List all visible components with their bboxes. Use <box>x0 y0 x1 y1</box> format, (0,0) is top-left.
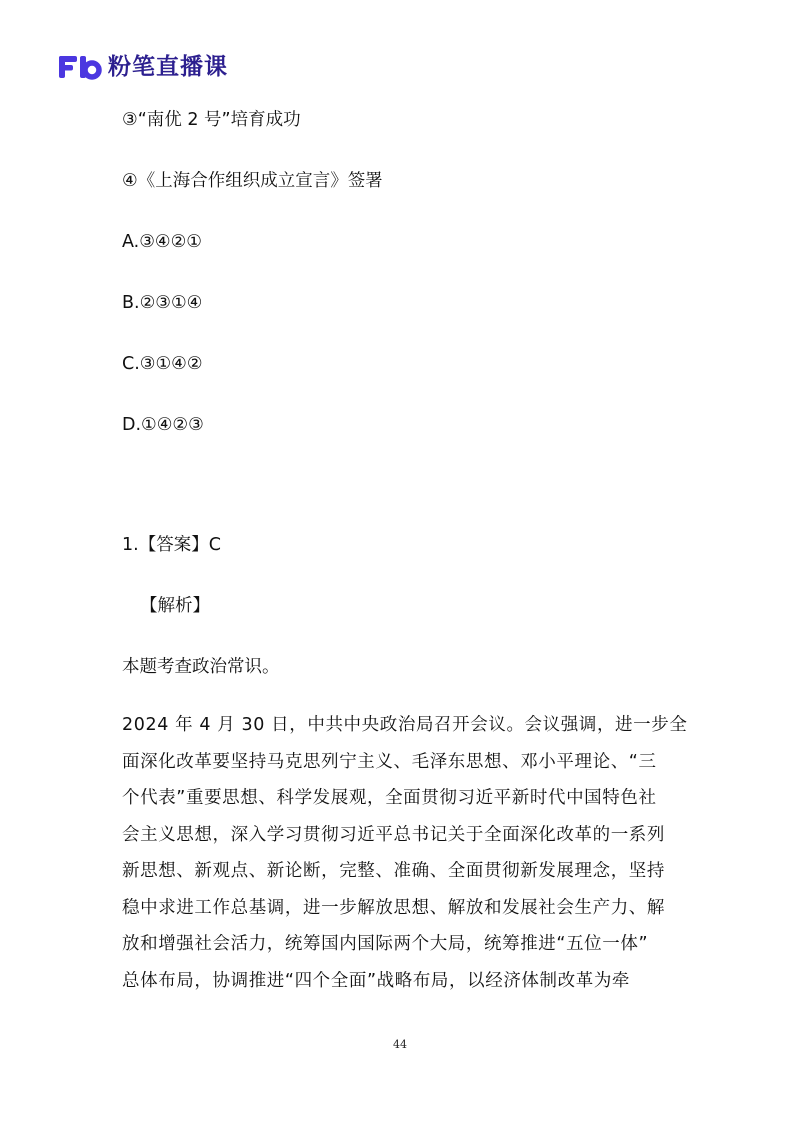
page-number: 44 <box>393 1038 407 1051</box>
paragraph-line: 面深化改革要坚持马克思列宁主义、毛泽东思想、邓小平理论、“三 <box>122 751 657 772</box>
paragraph-line: 个代表”重要思想、科学发展观，全面贯彻习近平新时代中国特色社 <box>122 788 657 808</box>
choice-b: B.②③①④ <box>122 293 203 313</box>
choice-a: A.③④②① <box>122 232 202 252</box>
paragraph-line: 放和增强社会活力，统筹国内国际两个大局，统筹推进“五位一体” <box>122 934 649 954</box>
analysis-paragraph <box>122 707 688 999</box>
answer-heading: 1.【答案】C <box>122 535 221 555</box>
option-line-3: ③“南优 2 号”培育成功 <box>122 110 301 130</box>
topic-line: 本题考查政治常识。 <box>122 657 280 677</box>
paragraph-line: 新思想、新观点、新论断，完整、准确、全面贯彻新发展理念，坚持 <box>122 861 665 881</box>
choice-d: D.①④②③ <box>122 415 204 435</box>
paragraph-line: 2024 年 4 月 30 日，中共中央政治局召开会议。会议强调，进一步全 <box>122 715 688 735</box>
paragraph-line: 会主义思想，深入学习贯彻习近平总书记关于全面深化改革的一系列 <box>122 824 665 845</box>
option-line-4: ④《上海合作组织成立宣言》签署 <box>122 171 383 191</box>
analysis-label: 【解析】 <box>140 596 210 616</box>
brand-logo <box>58 52 228 82</box>
choice-c: C.③①④② <box>122 354 203 374</box>
paragraph-line: 稳中求进工作总基调，进一步解放思想、解放和发展社会生产力、解 <box>122 897 665 918</box>
paragraph-line: 总体布局，协调推进“四个全面”战略布局，以经济体制改革为牵 <box>122 970 631 991</box>
brand-name: 粉笔直播课 <box>108 54 228 80</box>
fb-logo-icon <box>58 54 102 80</box>
